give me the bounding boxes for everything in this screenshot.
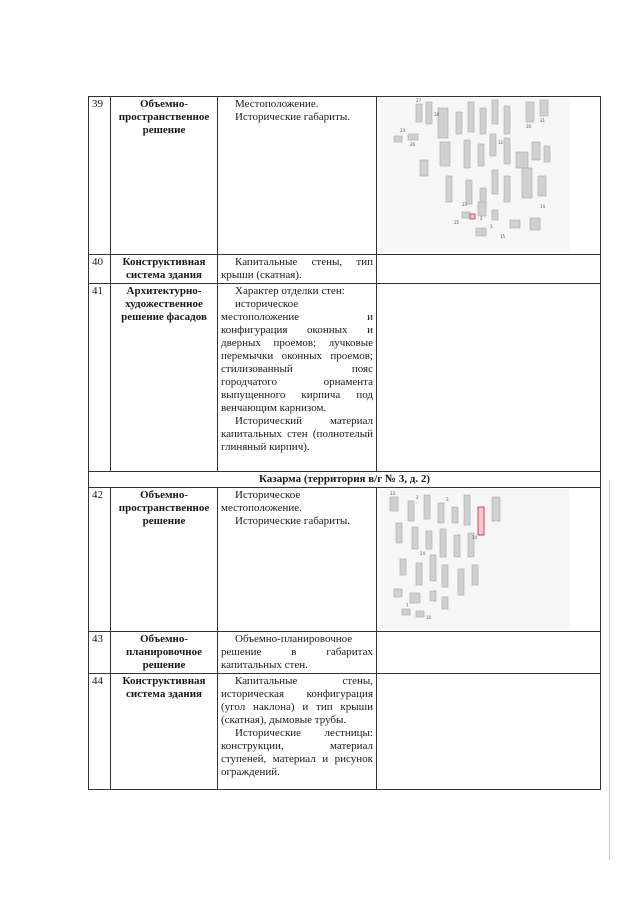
table-row [89, 674, 601, 790]
row-number: 43 [89, 632, 111, 674]
plan-label: 10 [426, 615, 432, 620]
plan-label: 2 [480, 216, 483, 221]
plan-label: 7 [406, 603, 409, 608]
feature-name: Архитектурно-художественное решение фасадов [111, 284, 218, 472]
feature-description: Историческое местоположение. Исторические габариты. [218, 488, 377, 632]
empty-cell [377, 284, 601, 472]
feature-name: Объемно-планировочное решение [111, 632, 218, 674]
row-number: 40 [89, 255, 111, 284]
table-row [89, 284, 601, 472]
feature-name: Объемно-пространственное решение [111, 97, 218, 255]
feature-description: Капитальные стены, тип крыши (скатная). [218, 255, 377, 284]
plan-label: 32 [498, 140, 504, 145]
table-row [89, 97, 601, 255]
site-plan-map [380, 98, 570, 252]
site-plan-cell [377, 97, 601, 255]
feature-name: Конструктивная система здания [111, 674, 218, 790]
plan-label: 31 [540, 118, 546, 123]
feature-description: Местоположение. Исторические габариты. [218, 97, 377, 255]
table-row [89, 255, 601, 284]
plan-label: 2 [416, 495, 419, 500]
plan-label: 23 [400, 128, 406, 133]
feature-name: Объемно-пространственное решение [111, 488, 218, 632]
feature-description: Объемно-планировочное решение в габаритах капитальных стен. [218, 632, 377, 674]
plan-label: 15 [500, 234, 506, 239]
plan-label: 3 [446, 497, 449, 502]
feature-name: Конструктивная система здания [111, 255, 218, 284]
table-row [89, 632, 601, 674]
plan-label: 28 [434, 112, 440, 117]
empty-cell [377, 674, 601, 790]
row-number: 44 [89, 674, 111, 790]
plan-label: 27 [416, 98, 422, 103]
plan-label: 25 [454, 220, 460, 225]
plan-label: 14 [472, 535, 478, 540]
section-title: Казарма (территория в/г № 3, д. 2) [89, 472, 601, 488]
row-number: 42 [89, 488, 111, 632]
protected-features-table [88, 96, 601, 790]
plan-label: 24 [420, 551, 426, 556]
site-plan-cell [377, 488, 601, 632]
empty-cell [377, 255, 601, 284]
table-row [89, 488, 601, 632]
site-plan-map [380, 489, 570, 629]
row-number: 39 [89, 97, 111, 255]
plan-label: 26 [410, 142, 416, 147]
scan-edge-line [609, 480, 610, 860]
feature-description: Характер отделки стен: историческое местоположение и конфигурация оконных и дверных проемов; лучковые перемычки оконных проемов; стилизованный пояс городчатого орнамента выпущенного кирпича под венчающим карнизом. Исторический материал капитальных стен (полнотелый глиняный кирпич). [218, 284, 377, 472]
feature-description: Капитальные стены, историческая конфигурация (угол наклона) и тип крыши (скатная), дымовые трубы. Исторические лестницы: конструкции, материал ступеней, материал и рисунок ограждений. [218, 674, 377, 790]
plan-label: 14 [540, 204, 546, 209]
row-number: 41 [89, 284, 111, 472]
plan-label: 30 [526, 124, 532, 129]
empty-cell [377, 632, 601, 674]
plan-label: 33 [462, 202, 468, 207]
plan-label: 3 [490, 224, 493, 229]
section-header-row [89, 472, 601, 488]
plan-label: 33 [390, 491, 396, 496]
